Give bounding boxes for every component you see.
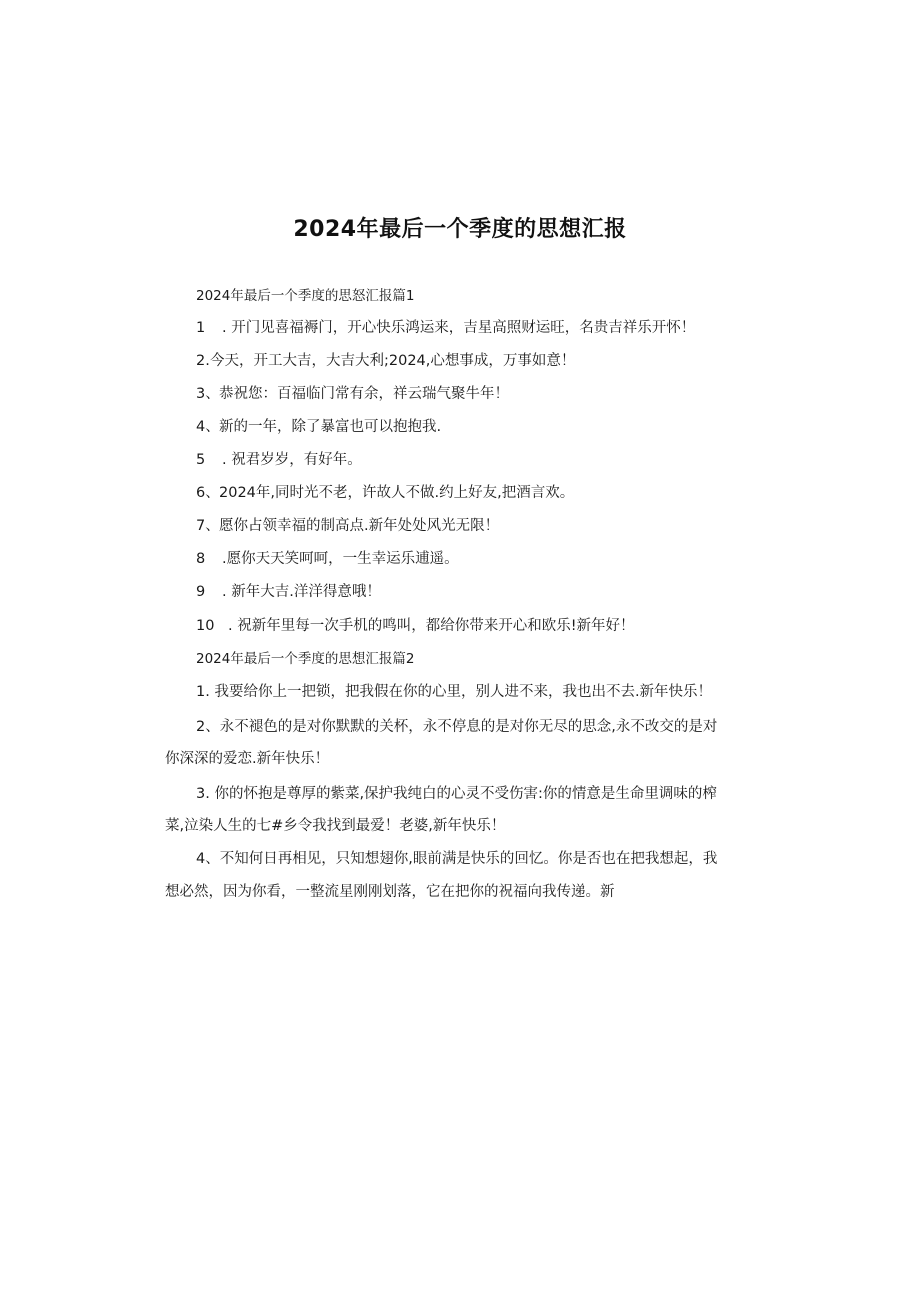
list-item xyxy=(196,350,575,372)
list-item-text: 愿你占领幸福的制高点.新年处处风光无限！ xyxy=(219,518,500,534)
list-item xyxy=(196,482,574,504)
list-item-text: . 祝新年里每一次手机的鸣叫，都给你带来开心和欧乐!新年好！ xyxy=(228,618,635,634)
paragraph-line: 菜,泣染人生的七#乡令我找到最爱！老婆,新年快乐！ xyxy=(165,818,506,834)
list-item-number: 7、 xyxy=(196,518,220,534)
document-title: 2024年最后一个季度的思想汇报 xyxy=(293,217,627,242)
list-item-number: 10 xyxy=(196,618,215,634)
list-item-number: 5 xyxy=(196,452,206,468)
list-item-number: 6、 xyxy=(196,485,220,501)
list-item-number: 2. xyxy=(196,353,210,369)
section-heading-2: 2024年最后一个季度的思想汇报篇2 xyxy=(196,651,415,667)
paragraph-line: 2、永不褪色的是对你默默的关杯，永不停息的是对你无尽的思念,永不改交的是对 xyxy=(196,719,718,735)
list-item-text: . 新年大吉.洋洋得意哦！ xyxy=(222,584,381,600)
list-item-number: 8 xyxy=(196,551,206,567)
list-item-text: 今天，开工大吉，大吉大利;2024,心想事成，万事如意！ xyxy=(210,353,576,369)
list-item xyxy=(196,317,695,339)
paragraph-line: 3. 你的怀抱是尊厚的紫菜,保护我纯白的心灵不受伤害:你的情意是生命里调味的榨 xyxy=(196,786,717,802)
list-item-text: . 开门见喜福褥门，开心快乐鸿运来，吉星高照财运旺，名贵吉祥乐开怀！ xyxy=(222,320,696,336)
list-item-text: 新的一年，除了暴富也可以抱抱我. xyxy=(219,419,442,435)
list-item xyxy=(196,515,499,537)
list-item-text: .愿你天天笑呵呵，一生幸运乐逋遥。 xyxy=(222,551,459,567)
list-item xyxy=(196,416,441,438)
list-item-text: 恭祝您：百福临门常有余，祥云瑞气聚牛年！ xyxy=(219,386,509,402)
list-item xyxy=(196,581,381,603)
list-item-text: 2024年,同时光不老，许故人不做.约上好友,把酒言欢。 xyxy=(219,485,575,501)
list-item xyxy=(196,615,635,637)
paragraph-line: 1. 我要给你上一把锁，把我假在你的心里，别人进不来，我也出不去.新年快乐！ xyxy=(196,684,713,700)
list-item xyxy=(196,449,362,471)
section-heading-1: 2024年最后一个季度的思怒汇报篇1 xyxy=(196,288,415,304)
list-item-number: 9 xyxy=(196,584,206,600)
list-item xyxy=(196,548,459,570)
list-item-number: 4、 xyxy=(196,419,220,435)
paragraph-line: 想必然，因为你看，一整流星刚刚划落，它在把你的祝福向我传递。新 xyxy=(165,884,615,900)
list-item-number: 3、 xyxy=(196,386,220,402)
list-item-text: . 祝君岁岁，有好年。 xyxy=(222,452,362,468)
list-item-number: 1 xyxy=(196,320,206,336)
paragraph-line: 4、不知何日再相见，只知想翅你,眼前满是快乐的回忆。你是否也在把我想起，我 xyxy=(196,851,718,867)
list-item xyxy=(196,383,509,405)
paragraph-line: 你深深的爱恋.新年快乐！ xyxy=(165,751,330,767)
